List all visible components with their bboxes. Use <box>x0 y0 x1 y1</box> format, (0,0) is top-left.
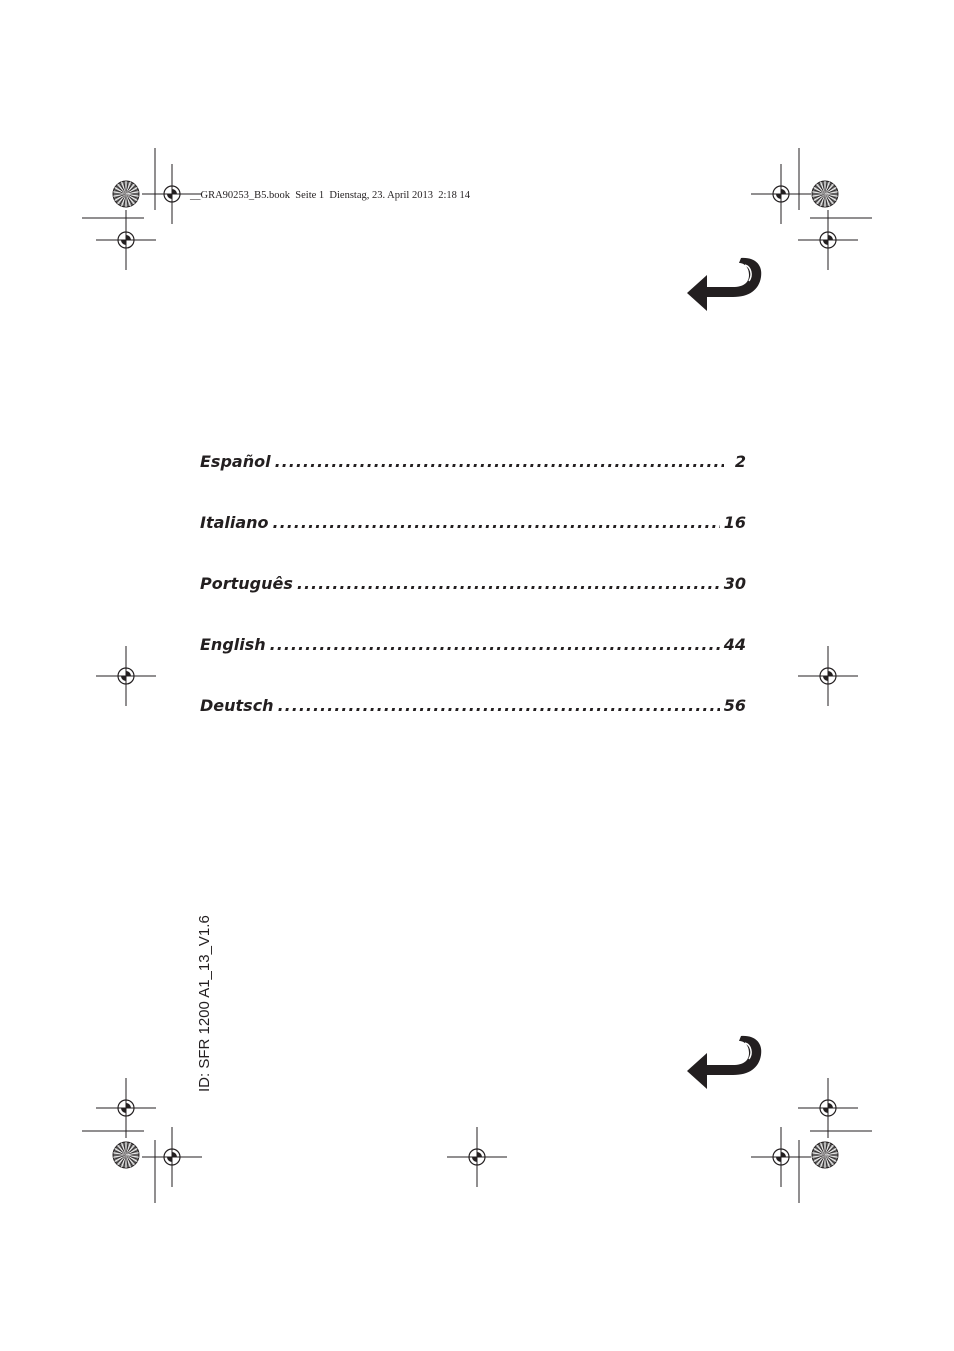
toc-leader-dots <box>273 513 720 532</box>
crosshair-registration-mark-icon <box>798 210 858 270</box>
curved-return-arrow-icon <box>685 1033 765 1093</box>
toc-leader-dots <box>275 452 724 471</box>
document-id: ID: SFR 1200 A1_13_V1.6 <box>196 915 213 1092</box>
toc-entry-page: 56 <box>723 696 746 715</box>
starburst-color-target-icon <box>113 1142 139 1168</box>
toc-entry-label: Deutsch <box>200 696 274 715</box>
toc-leader-dots <box>278 696 720 715</box>
toc-entry-english[interactable] <box>200 635 746 696</box>
toc-leader-dots <box>297 574 720 593</box>
crosshair-registration-mark-icon <box>751 164 811 224</box>
starburst-color-target-icon <box>812 1142 838 1168</box>
toc-entry-deutsch[interactable] <box>200 696 746 757</box>
table-of-contents <box>200 452 746 757</box>
toc-entry-label: English <box>200 635 266 654</box>
starburst-color-target-icon <box>812 181 838 207</box>
print-info-header: __GRA90253_B5.book Seite 1 Dienstag, 23. April 2013 2:18 14 <box>190 190 470 201</box>
crosshair-registration-mark-icon <box>96 210 156 270</box>
toc-entry-espanol[interactable] <box>200 452 746 513</box>
toc-leader-dots <box>270 635 720 654</box>
starburst-color-target-icon <box>113 181 139 207</box>
crosshair-registration-mark-icon <box>447 1127 507 1187</box>
crosshair-registration-mark-icon <box>798 646 858 706</box>
crosshair-registration-mark-icon <box>96 1078 156 1138</box>
crosshair-registration-mark-icon <box>751 1127 811 1187</box>
toc-entry-label: Italiano <box>200 513 269 532</box>
toc-entry-page: 2 <box>734 452 746 471</box>
crosshair-registration-mark-icon <box>142 1127 202 1187</box>
toc-entry-portugues[interactable] <box>200 574 746 635</box>
toc-entry-page: 44 <box>723 635 746 654</box>
toc-entry-page: 16 <box>723 513 746 532</box>
crosshair-registration-mark-icon <box>798 1078 858 1138</box>
crosshair-registration-mark-icon <box>96 646 156 706</box>
toc-entry-italiano[interactable] <box>200 513 746 574</box>
toc-entry-label: Español <box>200 452 271 471</box>
curved-return-arrow-icon <box>685 255 765 315</box>
toc-entry-label: Português <box>200 574 293 593</box>
toc-entry-page: 30 <box>723 574 746 593</box>
